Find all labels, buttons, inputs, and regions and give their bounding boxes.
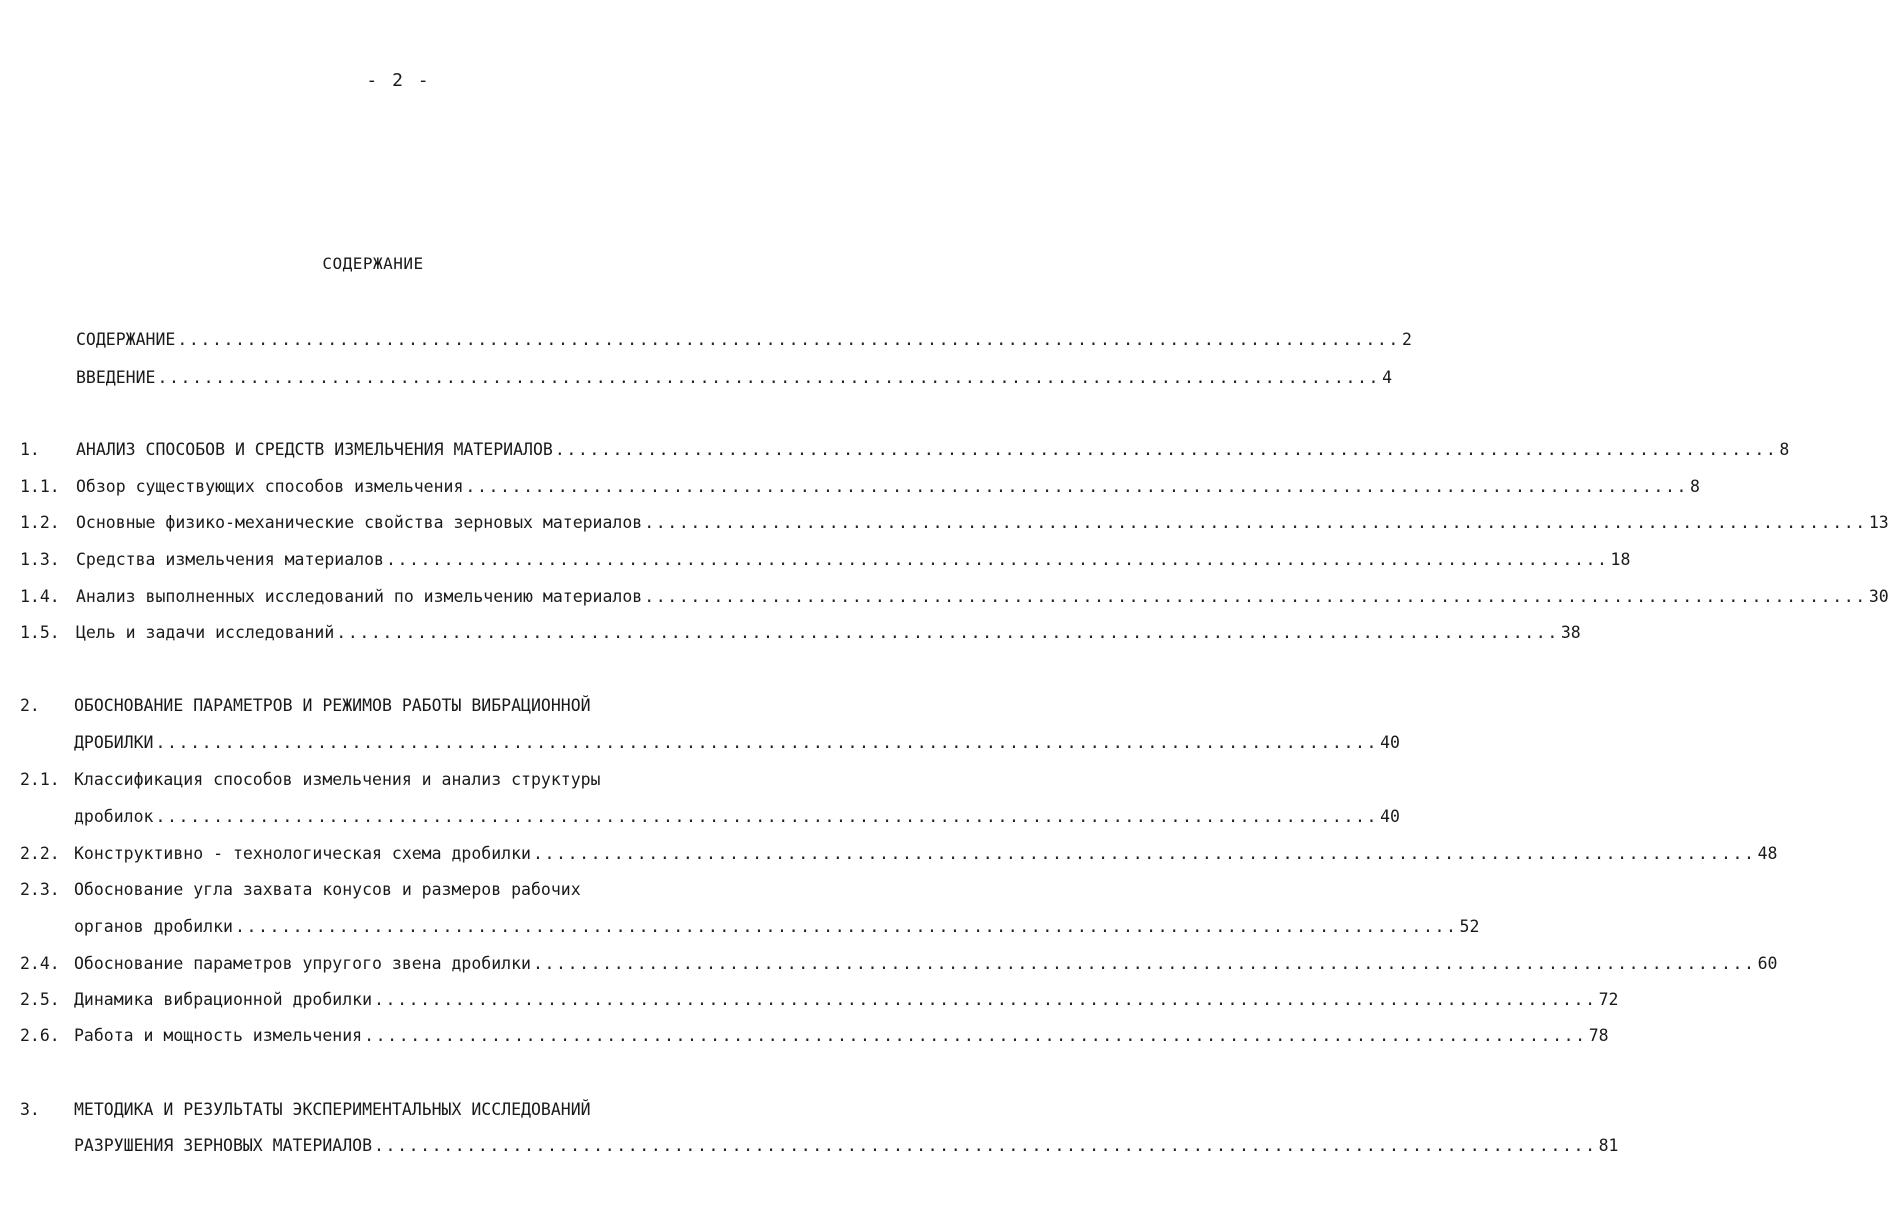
toc-entry-text: МЕТОДИКА И РЕЗУЛЬТАТЫ ЭКСПЕРИМЕНТАЛЬНЫХ ИССЛЕДОВАНИЙ [74,1100,591,1119]
toc-entry-1-3 [20,548,1631,572]
toc-entry-page: 18 [1610,550,1631,569]
toc-entry-page: 30 [1868,587,1889,606]
toc-entry-number: 2.4. [20,954,60,973]
dot-leader: .......................................................................................................... [374,1136,1597,1155]
toc-entry-text: Обоснование параметров упругого звена дробилки [74,954,531,973]
toc-entry-page: 78 [1588,1026,1609,1045]
toc-entry-page: 60 [1757,954,1778,973]
toc-entry-text: Основные физико-механические свойства зерновых материалов [76,513,643,532]
toc-entry-2-6 [20,1024,1609,1048]
toc-entry-chapter-2-cont [74,731,1400,755]
toc-entry-number: 2.1. [20,770,60,789]
dot-leader: .......................................................................................................... [155,733,1379,752]
toc-entry-text: органов дробилки [74,917,233,936]
toc-entry-text: Обоснование угла захвата конусов и размеров рабочих [74,880,581,899]
toc-entry-page: 4 [1382,368,1393,387]
dot-leader: .......................................................................................................... [364,1026,1587,1045]
toc-entry-1-2 [20,511,1889,535]
page-number: - 2 - [366,70,431,91]
toc-entry-text: СОДЕРЖАНИЕ [76,330,176,349]
dot-leader: .......................................................................................................... [374,990,1597,1009]
dot-leader: .......................................................................................................... [157,368,1381,387]
toc-entry-number: 1.3. [20,550,60,569]
toc-entry-text: АНАЛИЗ СПОСОБОВ И СРЕДСТВ ИЗМЕЛЬЧЕНИЯ МАТЕРИАЛОВ [76,440,553,459]
toc-entry-1-5 [20,621,1581,645]
toc-entry-number: 1.1. [20,477,60,496]
toc-entry-text: Классификация способов измельчения и анализ структуры [74,770,601,789]
toc-entry-text: Обзор существующих способов измельчения [76,477,464,496]
toc-entry-page: 72 [1598,990,1619,1009]
toc-entry-number: 3. [20,1100,40,1119]
toc-entry-number: 2. [20,696,40,715]
toc-entry-number: 2.3. [20,880,60,899]
toc-entry-page: 2 [1401,330,1412,349]
toc-entry-number: 1.2. [20,513,60,532]
toc-entry-page: 48 [1757,844,1778,863]
dot-leader: .......................................................................................................... [177,330,1400,349]
toc-entry-chapter-1 [20,438,1790,462]
toc-entry-chapter-3-cont [74,1134,1619,1158]
toc-entry-page: 38 [1560,623,1581,642]
toc-entry-page: 40 [1380,733,1400,752]
dot-leader: .......................................................................................................... [465,477,1689,496]
toc-entry-text: Работа и мощность измельчения [74,1026,363,1045]
toc-entry-text: Средства измельчения материалов [76,550,384,569]
toc-entry-page: 13 [1868,513,1889,532]
toc-entry-chapter-3 [20,1098,737,1122]
toc-entry-contents [76,328,1412,352]
toc-entry-chapter-2 [20,694,737,718]
toc-entry-1-4 [20,585,1889,609]
dot-leader: .......................................................................................................... [234,917,1458,936]
toc-entry-intro [76,366,1393,390]
toc-entry-page: 40 [1380,807,1400,826]
toc-entry-text: РАЗРУШЕНИЯ ЗЕРНОВЫХ МАТЕРИАЛОВ [74,1136,373,1155]
toc-entry-2-3 [20,878,737,902]
toc-entry-page: 8 [1690,477,1700,496]
toc-entry-2-1-cont [74,805,1400,829]
toc-entry-text: Конструктивно - технологическая схема дробилки [74,844,531,863]
toc-entry-number: 2.2. [20,844,60,863]
dot-leader: .......................................................................................................... [385,550,1609,569]
dot-leader: .......................................................................................................... [644,587,1867,606]
toc-title: СОДЕРЖАНИЕ [322,254,424,273]
toc-entry-page: 8 [1779,440,1790,459]
toc-entry-number: 1.5. [20,623,60,642]
dot-leader: .......................................................................................................... [336,623,1559,642]
toc-entry-number: 1.4. [20,587,60,606]
dot-leader: .......................................................................................................... [554,440,1778,459]
toc-entry-number: 2.6. [20,1026,60,1045]
toc-entry-text: дробилок [74,807,154,826]
toc-entry-2-5 [20,988,1619,1012]
toc-entry-page: 81 [1598,1136,1619,1155]
toc-entry-2-1 [20,768,737,792]
toc-entry-text: ОБОСНОВАНИЕ ПАРАМЕТРОВ И РЕЖИМОВ РАБОТЫ ВИБРАЦИОННОЙ [74,696,591,715]
toc-entry-text: Динамика вибрационной дробилки [74,990,373,1009]
toc-entry-number: 2.5. [20,990,60,1009]
dot-leader: .......................................................................................................... [532,954,1756,973]
toc-entry-page: 52 [1459,917,1480,936]
toc-entry-text: ДРОБИЛКИ [74,733,154,752]
toc-entry-text: ВВЕДЕНИЕ [76,368,156,387]
dot-leader: .......................................................................................................... [532,844,1756,863]
toc-entry-2-4 [20,952,1778,976]
toc-entry-number: 1. [20,440,40,459]
toc-entry-2-3-cont [74,915,1480,939]
dot-leader: .......................................................................................................... [644,513,1867,532]
toc-entry-text: Цель и задачи исследований [76,623,335,642]
toc-entry-text: Анализ выполненных исследований по измельчению материалов [76,587,643,606]
toc-entry-1-1 [20,475,1700,499]
dot-leader: .......................................................................................................... [155,807,1379,826]
toc-entry-2-2 [20,842,1778,866]
